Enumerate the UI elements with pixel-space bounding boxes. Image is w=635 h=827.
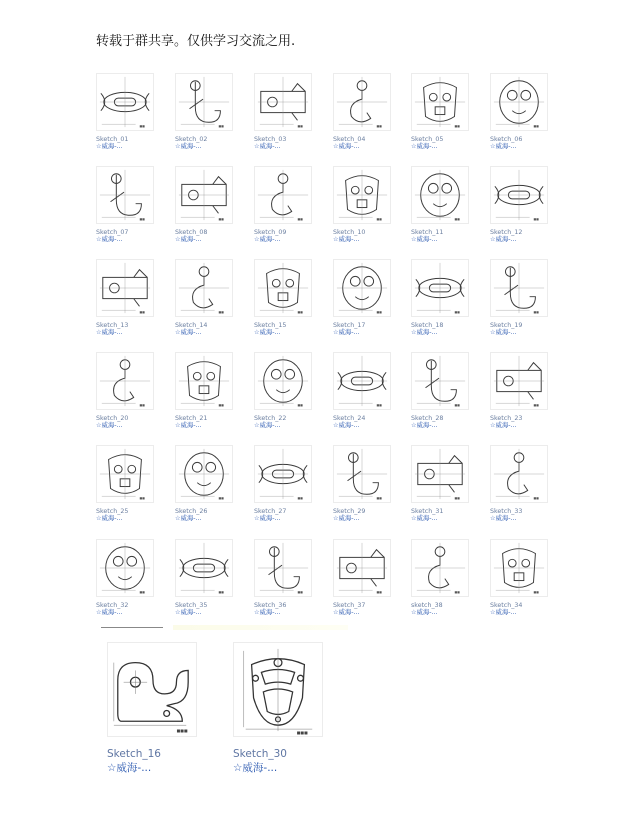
sketch-drawing[interactable] [411,73,469,131]
sketch-name[interactable]: Sketch_13 [96,322,129,329]
sketch-name[interactable]: sketch_38 [411,602,443,609]
svg-text:■■: ■■ [139,590,145,595]
sketch-name[interactable]: Sketch_19 [490,322,523,329]
sketch-author[interactable]: ☆威海-... [411,515,438,522]
sketch-author[interactable]: ☆威海-... [254,143,281,150]
sketch-drawing[interactable] [96,352,154,410]
svg-text:■■: ■■ [297,496,303,501]
svg-text:■■: ■■ [297,403,303,408]
sketch-author[interactable]: ☆威海-... [333,515,360,522]
sketch-drawing[interactable] [254,73,312,131]
sketch-item[interactable] [411,445,481,523]
sketch-author[interactable]: ☆威海-... [233,762,278,774]
sketch-name[interactable]: Sketch_01 [96,136,129,143]
svg-text:■■: ■■ [297,590,303,595]
sketch-name[interactable]: Sketch_34 [490,602,523,609]
sketch-name[interactable]: Sketch_30 [233,748,287,760]
sketch-name[interactable]: Sketch_06 [490,136,523,143]
sketch-name[interactable]: Sketch_10 [333,229,366,236]
sketch-item[interactable] [254,445,324,523]
sketch-name[interactable]: Sketch_28 [411,415,444,422]
sketch-author[interactable]: ☆威海-... [333,329,360,336]
sketch-name[interactable]: Sketch_36 [254,602,287,609]
sketch-name[interactable]: Sketch_31 [411,508,444,515]
sketch-author[interactable]: ☆威海-... [490,236,517,243]
sketch-name[interactable]: Sketch_18 [411,322,444,329]
sketch-drawing[interactable] [233,642,323,737]
svg-text:■■: ■■ [533,496,539,501]
sketch-name[interactable]: Sketch_25 [96,508,129,515]
svg-text:■■: ■■ [376,403,382,408]
sketch-item[interactable] [254,352,324,430]
sketch-item[interactable] [96,539,166,617]
sketch-name[interactable]: Sketch_22 [254,415,287,422]
sketch-item[interactable] [333,73,403,151]
sketch-author[interactable]: ☆威海-... [411,143,438,150]
sketch-item[interactable] [490,539,560,617]
sketch-author[interactable]: ☆威海-... [254,329,281,336]
sketch-author[interactable]: ☆威海-... [175,515,202,522]
sketch-name[interactable]: Sketch_12 [490,229,523,236]
sketch-item[interactable] [490,259,560,337]
sketch-item[interactable] [254,73,324,151]
sketch-drawing[interactable] [333,73,391,131]
sketch-author[interactable]: ☆威海-... [411,422,438,429]
sketch-item[interactable] [490,445,560,523]
sketch-item[interactable] [411,259,481,337]
sketch-item[interactable] [96,259,166,337]
sketch-author[interactable]: ☆威海-... [107,762,152,774]
svg-text:■■: ■■ [454,403,460,408]
sketch-item[interactable] [490,73,560,151]
sketch-name[interactable]: Sketch_35 [175,602,208,609]
sketch-author[interactable]: ☆威海-... [175,236,202,243]
sketch-drawing[interactable] [411,352,469,410]
featured-sketch-16[interactable] [107,642,197,776]
sketch-drawing[interactable] [107,642,197,737]
sketch-author[interactable]: ☆威海-... [333,609,360,616]
sketch-drawing[interactable] [96,166,154,224]
sketch-drawing[interactable] [333,259,391,317]
sketch-name[interactable]: Sketch_37 [333,602,366,609]
sketch-item[interactable] [254,539,324,617]
sketch-name[interactable]: Sketch_15 [254,322,287,329]
svg-text:■■: ■■ [139,403,145,408]
svg-text:■■: ■■ [297,217,303,222]
sketch-item[interactable] [333,352,403,430]
sketch-item[interactable] [333,166,403,244]
sketch-name[interactable]: Sketch_21 [175,415,208,422]
svg-text:■■: ■■ [139,310,145,315]
sketch-author[interactable]: ☆威海-... [254,515,281,522]
divider-line [101,627,163,628]
svg-text:■■: ■■ [218,124,224,129]
sketch-drawing[interactable] [175,259,233,317]
svg-text:■■: ■■ [297,124,303,129]
svg-text:■■: ■■ [454,217,460,222]
sketch-drawing[interactable] [411,259,469,317]
sketch-drawing[interactable] [254,259,312,317]
featured-sketch-30[interactable] [233,642,323,776]
sketch-drawing[interactable] [490,352,548,410]
sketch-name[interactable]: Sketch_09 [254,229,287,236]
sketch-drawing[interactable] [490,539,548,597]
sketch-drawing[interactable] [175,539,233,597]
sketch-item[interactable] [96,73,166,151]
sketch-drawing[interactable] [490,73,548,131]
sketch-author[interactable]: ☆威海-... [96,515,123,522]
sketch-name[interactable]: Sketch_07 [96,229,129,236]
sketch-name[interactable]: Sketch_32 [96,602,129,609]
sketch-name[interactable]: Sketch_08 [175,229,208,236]
sketch-author[interactable]: ☆威海-... [411,329,438,336]
sketch-author[interactable]: ☆威海-... [96,236,123,243]
sketch-drawing[interactable] [333,352,391,410]
sketch-drawing[interactable] [333,539,391,597]
sketch-item[interactable] [490,166,560,244]
sketch-author[interactable]: ☆威海-... [490,143,517,150]
sketch-drawing[interactable] [411,539,469,597]
sketch-item[interactable] [411,73,481,151]
sketch-name[interactable]: Sketch_05 [411,136,444,143]
sketch-author[interactable]: ☆威海-... [411,609,438,616]
svg-text:■■: ■■ [218,310,224,315]
sketch-drawing[interactable] [411,445,469,503]
sketch-drawing[interactable] [254,539,312,597]
sketch-item[interactable] [254,259,324,337]
sketch-name[interactable]: Sketch_03 [254,136,287,143]
sketch-name[interactable]: Sketch_24 [333,415,366,422]
sketch-item[interactable] [411,352,481,430]
sketch-drawing[interactable] [490,166,548,224]
svg-text:■■: ■■ [218,217,224,222]
sketch-drawing[interactable] [96,539,154,597]
sketch-item[interactable] [96,352,166,430]
svg-text:■■: ■■ [376,124,382,129]
sketch-author[interactable]: ☆威海-... [175,329,202,336]
sketch-author[interactable]: ☆威海-... [254,236,281,243]
sketch-drawing[interactable] [175,352,233,410]
sketch-drawing[interactable] [254,166,312,224]
sketch-drawing[interactable] [96,259,154,317]
sketch-item[interactable] [411,166,481,244]
sketch-drawing[interactable] [333,166,391,224]
sketch-name[interactable]: Sketch_11 [411,229,444,236]
svg-text:■■: ■■ [376,590,382,595]
sketch-drawing[interactable] [490,445,548,503]
sketch-drawing[interactable] [96,73,154,131]
sketch-name[interactable]: Sketch_29 [333,508,366,515]
svg-text:■■: ■■ [218,590,224,595]
svg-text:■■: ■■ [533,217,539,222]
svg-text:■■: ■■ [139,217,145,222]
sketch-drawing[interactable] [96,445,154,503]
sketch-author[interactable]: ☆威海-... [175,609,202,616]
sketch-item[interactable] [175,445,245,523]
sketch-name[interactable]: Sketch_23 [490,415,523,422]
sketch-item[interactable] [175,352,245,430]
sketch-drawing[interactable] [333,445,391,503]
svg-text:■■: ■■ [533,403,539,408]
sketch-drawing[interactable] [254,445,312,503]
sketch-author[interactable]: ☆威海-... [490,329,517,336]
sketch-name[interactable]: Sketch_27 [254,508,287,515]
svg-text:■■: ■■ [376,217,382,222]
sketch-name[interactable]: Sketch_20 [96,415,129,422]
svg-text:■■: ■■ [376,310,382,315]
svg-text:■■: ■■ [533,310,539,315]
sketch-name[interactable]: Sketch_17 [333,322,366,329]
svg-text:■■: ■■ [139,496,145,501]
sketch-name[interactable]: Sketch_16 [107,748,161,760]
sketch-author[interactable]: ☆威海-... [96,143,123,150]
svg-text:■■■: ■■■ [296,729,308,735]
sketch-drawing[interactable] [411,166,469,224]
svg-text:■■: ■■ [454,124,460,129]
sketch-drawing[interactable] [175,73,233,131]
sketch-author[interactable]: ☆威海-... [490,609,517,616]
sketch-item[interactable] [175,539,245,617]
sketch-drawing[interactable] [175,166,233,224]
svg-text:■■: ■■ [376,496,382,501]
sketch-item[interactable] [175,259,245,337]
sketch-item[interactable] [96,166,166,244]
svg-text:■■: ■■ [218,403,224,408]
sketch-item[interactable] [175,73,245,151]
sketch-item[interactable] [96,445,166,523]
sketch-author[interactable]: ☆威海-... [175,143,202,150]
sketch-item[interactable] [333,539,403,617]
sketch-item[interactable] [333,259,403,337]
sketch-name[interactable]: Sketch_26 [175,508,208,515]
sketch-author[interactable]: ☆威海-... [490,515,517,522]
svg-text:■■: ■■ [139,124,145,129]
sketch-author[interactable]: ☆威海-... [333,422,360,429]
sketch-author[interactable]: ☆威海-... [254,609,281,616]
sketch-author[interactable]: ☆威海-... [333,236,360,243]
sketch-author[interactable]: ☆威海-... [333,143,360,150]
sketch-drawing[interactable] [175,445,233,503]
sketch-item[interactable] [333,445,403,523]
page-note: 转载于群共享。仅供学习交流之用. [96,34,296,49]
sketch-author[interactable]: ☆威海-... [96,609,123,616]
sketch-author[interactable]: ☆威海-... [411,236,438,243]
sketch-name[interactable]: Sketch_02 [175,136,208,143]
sketch-name[interactable]: Sketch_33 [490,508,523,515]
sketch-author[interactable]: ☆威海-... [490,422,517,429]
svg-text:■■: ■■ [533,124,539,129]
svg-text:■■: ■■ [454,590,460,595]
svg-text:■■■: ■■■ [176,728,188,734]
svg-text:■■: ■■ [533,590,539,595]
sketch-item[interactable] [175,166,245,244]
sketch-author[interactable]: ☆威海-... [175,422,202,429]
divider-highlight [173,625,348,630]
sketch-drawing[interactable] [490,259,548,317]
svg-text:■■: ■■ [297,310,303,315]
sketch-author[interactable]: ☆威海-... [96,329,123,336]
svg-text:■■: ■■ [454,496,460,501]
svg-text:■■: ■■ [218,496,224,501]
sketch-name[interactable]: Sketch_14 [175,322,208,329]
svg-text:■■: ■■ [454,310,460,315]
sketch-name[interactable]: Sketch_04 [333,136,366,143]
sketch-item[interactable] [254,166,324,244]
sketch-author[interactable]: ☆威海-... [254,422,281,429]
sketch-author[interactable]: ☆威海-... [96,422,123,429]
sketch-item[interactable] [411,539,481,617]
sketch-item[interactable] [490,352,560,430]
sketch-drawing[interactable] [254,352,312,410]
